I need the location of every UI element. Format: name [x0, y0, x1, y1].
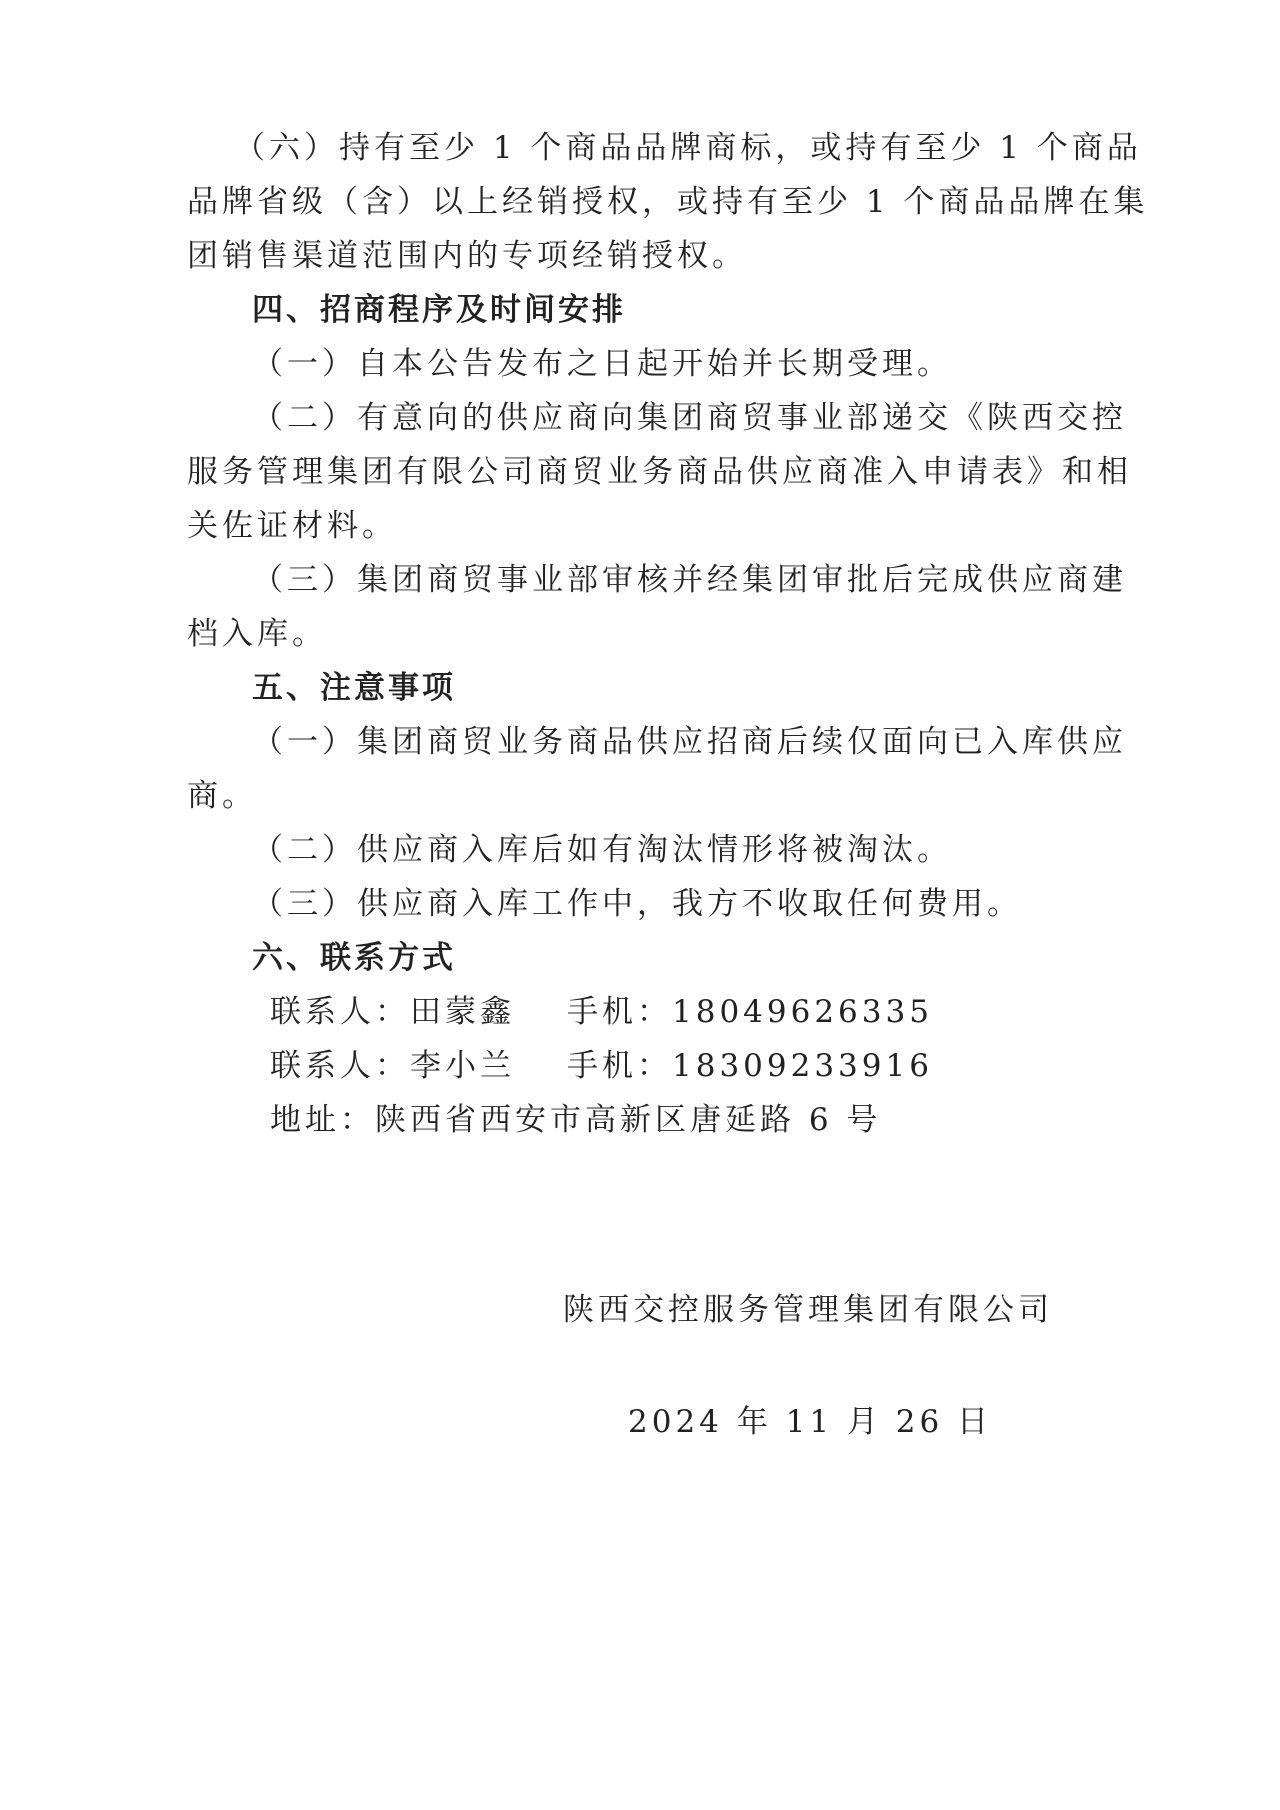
contact-2-name: 联系人：李小兰 [270, 1048, 515, 1084]
contact-row-1 [270, 992, 933, 1032]
item-6-line-2: 品牌省级（含）以上经销授权，或持有至少 1 个商品品牌在集 [187, 184, 1149, 220]
address: 地址：陕西省西安市高新区唐延路 6 号 [270, 1102, 882, 1138]
section-four-item-3-line-2: 档入库。 [187, 616, 327, 652]
section-four-item-2-line-3: 关佐证材料。 [187, 508, 397, 544]
section-five-heading: 五、注意事项 [252, 670, 456, 706]
signature-date: 2024 年 11 月 26 日 [628, 1404, 993, 1440]
section-four-heading: 四、招商程序及时间安排 [252, 292, 626, 328]
section-four-item-2-line-1: （二）有意向的供应商向集团商贸事业部递交《陕西交控 [252, 400, 1127, 436]
contact-row-2 [270, 1046, 933, 1086]
section-four-item-1: （一）自本公告发布之日起开始并长期受理。 [252, 346, 952, 382]
section-four-item-3-line-1: （三）集团商贸事业部审核并经集团审批后完成供应商建 [252, 562, 1127, 598]
item-6-line-3: 团销售渠道范围内的专项经销授权。 [187, 238, 747, 274]
section-five-item-1-line-1: （一）集团商贸业务商品供应招商后续仅面向已入库供应 [252, 724, 1127, 760]
section-four-item-2-line-2: 服务管理集团有限公司商贸业务商品供应商准入申请表》和相 [187, 454, 1132, 490]
signature-company: 陕西交控服务管理集团有限公司 [563, 1292, 1053, 1328]
contact-1-phone: 手机：18049626335 [567, 994, 933, 1030]
section-five-item-2: （二）供应商入库后如有淘汰情形将被淘汰。 [252, 832, 952, 868]
section-five-item-1-line-2: 商。 [187, 778, 257, 814]
contact-2-phone: 手机：18309233916 [567, 1048, 933, 1084]
item-6-line-1: （六）持有至少 1 个商品品牌商标，或持有至少 1 个商品 [234, 130, 1142, 166]
section-five-item-3: （三）供应商入库工作中，我方不收取任何费用。 [252, 886, 1022, 922]
contact-1-name: 联系人：田蒙鑫 [270, 994, 515, 1030]
section-six-heading: 六、联系方式 [252, 940, 456, 976]
